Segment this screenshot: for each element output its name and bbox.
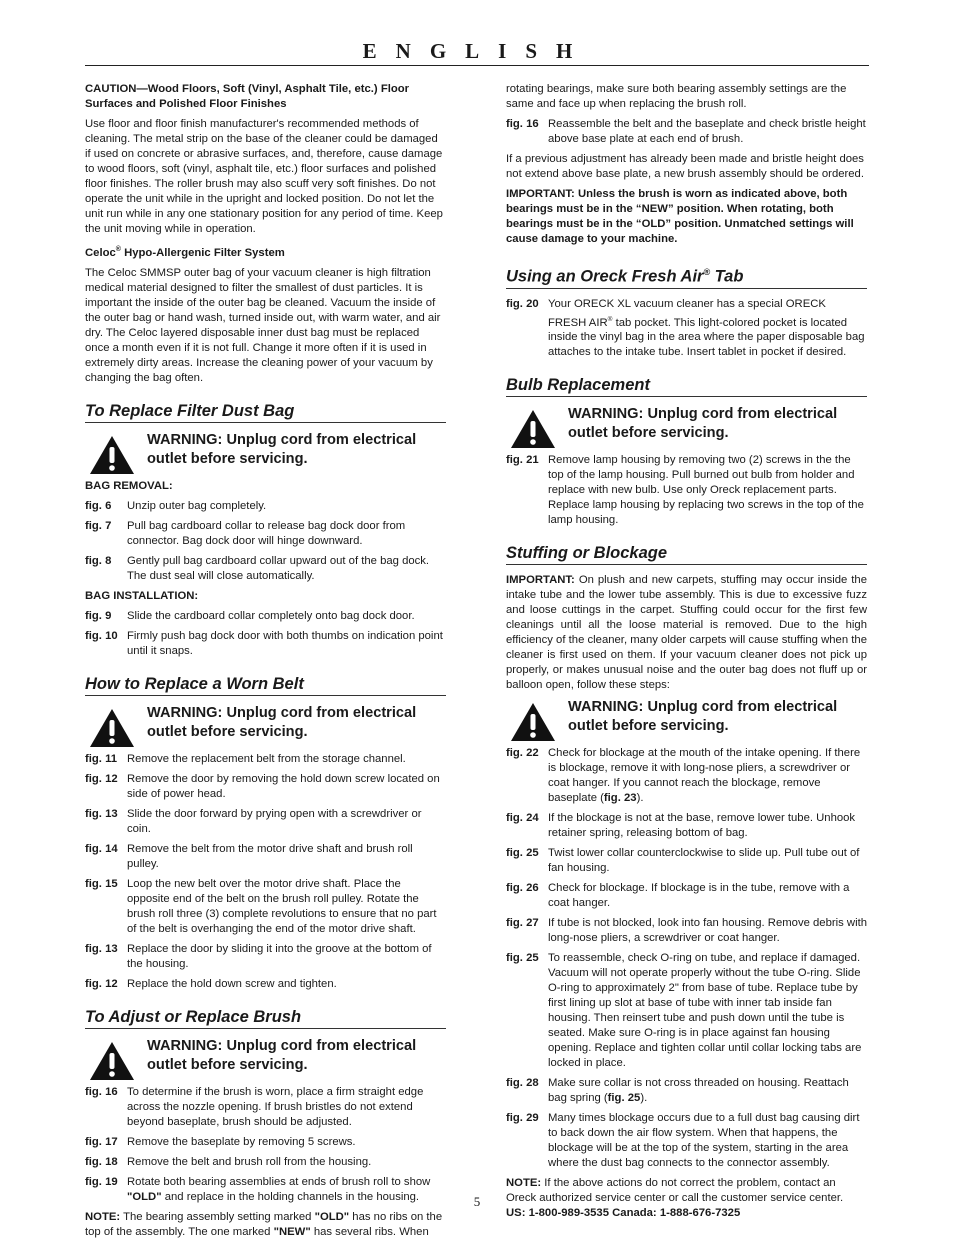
fig-label: fig. 27 xyxy=(506,917,539,930)
warning-icon xyxy=(89,435,135,475)
left-column xyxy=(85,82,446,1245)
fig-text: Loop the new belt over the motor drive shaft. Place the opposite end of the belt on the brush roll pulley. Rotate the brush roll three (3) complete revolutions to ensure that no part of the belt is overhanging the end of the motor drive shaft. xyxy=(127,877,437,935)
fig-text: If the blockage is not at the base, remove lower tube. Unhook retainer spring, releasing bottom of bag. xyxy=(548,812,856,840)
fig-text: Gently pull bag cardboard collar upward out of the bag dock. The dust seal will close automatically. xyxy=(127,554,430,582)
fig-label: fig. 15 xyxy=(85,877,118,890)
warning-icon xyxy=(510,702,556,742)
brush-note-continued: rotating bearings, make sure both bearing assembly settings are the same and face up when replacing the brush roll. xyxy=(506,83,847,110)
fig-label: fig. 13 xyxy=(85,807,118,820)
fig-text: Remove the belt and brush roll from the housing. xyxy=(127,1155,372,1168)
fig-step xyxy=(506,916,867,946)
fig-step xyxy=(85,877,446,937)
fig-text: To reassemble, check O-ring on tube, and replace if damaged. Vacuum will not operate properly without the tube O-ring. Slide O-ring to approximately 2" from base of tube. Replace tube by first lining up slot at base of tube with inner tab inside fan housing. Then reinsert tube and push down until the tube is seated. Make sure O-ring is in place against fan housing opening. Replace and tighten collar until collar locking tabs are locked in place. xyxy=(548,952,862,1070)
fig-label: fig. 26 xyxy=(506,882,539,895)
warning-text: WARNING: Unplug cord from electrical outlet before servicing. xyxy=(568,406,838,442)
fig-step xyxy=(85,1085,446,1130)
filter-bag-title: To Replace Filter Dust Bag xyxy=(85,401,446,423)
fig-label: fig. 24 xyxy=(506,812,539,825)
fig-step xyxy=(85,752,446,767)
bag-removal-steps xyxy=(85,499,446,584)
warning-icon xyxy=(89,708,135,748)
fig-label: fig. 18 xyxy=(85,1155,118,1168)
fig-text: Unzip outer bag completely. xyxy=(127,499,267,512)
brush-note: NOTE: The bearing assembly setting marked "OLD" has no ribs on the top of the assembly. The one marked "NEW" has several ribs. When xyxy=(85,1210,443,1238)
warning-icon xyxy=(89,1041,135,1081)
fig-label: fig. 9 xyxy=(85,609,112,622)
fig-step: fig. 28 Make sure collar is not cross threaded on housing. Reattach bag spring (fig. 25). xyxy=(506,1077,849,1105)
brush-title: To Adjust or Replace Brush xyxy=(85,1007,446,1029)
fig-text: If tube is not blocked, look into fan housing. Remove debris with long-nose pliers, a screwdriver or coat hanger. xyxy=(548,917,868,945)
fig-step xyxy=(506,951,867,1071)
bulb-title: Bulb Replacement xyxy=(506,375,867,397)
caution-body: Use floor and floor finish manufacturer's recommended methods of cleaning. The metal strip on the base of the cleaner could be damaged if used on concrete or abrasive surfaces, and, therefore, cause damage to wood floors, soft (vinyl, asphalt tile, etc.) floor surfaces and polished floor finishes. The roller brush may also scuff very soft finishes. Do not operate the unit while in the upright and locked position. Do not let the unit run while in any one stationary position for any period of time. Keep the unit moving while in operation. xyxy=(85,118,443,235)
bag-install-label: BAG INSTALLATION: xyxy=(85,589,199,602)
fig-step: fig. 29 Many times blockage occurs due to a full dust bag causing dirt to back down the air flow system. When that happens, the blockage will be at the top of the system, starting in the area where the dust bag connects to the connector assembly. xyxy=(506,1112,860,1170)
warning-text: WARNING: Unplug cord from electrical outlet before servicing. xyxy=(568,699,838,735)
fig-step xyxy=(85,942,446,972)
right-column xyxy=(506,82,867,1226)
fig-label: fig. 17 xyxy=(85,1135,118,1148)
stuffing-title: Stuffing or Blockage xyxy=(506,543,867,565)
fig-text: Remove the belt from the motor drive shaft and brush roll pulley. xyxy=(127,842,413,870)
celoc-body: The Celoc SMMSP outer bag of your vacuum cleaner is high filtration medical material designed to filter the smallest of dust particles. It is important the inside of the outer bag be cleaned. Vacuum the inside of the outer bag or hand wash, turned inside out, with warm water, and air dry. The Celoc layered disposable inner dust bag must be replaced once a month even if it is not full. Change it more often if it is used in extremely dirty areas. Increase the cleaning power of your vacuum by changing the bag often. xyxy=(85,266,441,384)
warning-text: WARNING: Unplug cord from electrical outlet before servicing. xyxy=(147,704,417,740)
fig-step xyxy=(85,772,446,802)
fig-label: fig. 7 xyxy=(85,519,112,532)
fresh-air-title: Using an Oreck Fresh Air® Tab xyxy=(506,262,867,289)
fig-text: Firmly push bag dock door with both thumbs on indication point until it snaps. xyxy=(127,629,443,657)
fig-text: Twist lower collar counterclockwise to slide up. Pull tube out of fan housing. xyxy=(548,847,860,875)
fig-step xyxy=(85,1135,446,1150)
fig-text: Remove the replacement belt from the storage channel. xyxy=(127,752,406,765)
fig-text: Replace the door by sliding it into the groove at the bottom of the housing. xyxy=(127,942,432,970)
bag-removal-label: BAG REMOVAL: xyxy=(85,479,173,492)
fig-label: fig. 6 xyxy=(85,499,112,512)
fig-step xyxy=(85,519,446,549)
belt-steps xyxy=(85,752,446,992)
warning-block xyxy=(506,698,867,742)
warning-block xyxy=(85,1037,446,1081)
fig-label: fig. 12 xyxy=(85,772,118,785)
warning-icon xyxy=(510,409,556,449)
fig-step xyxy=(85,807,446,837)
fig-step: fig. 19 Rotate both bearing assemblies at ends of brush roll to show "OLD" and replace in the holding channels in the housing. xyxy=(85,1175,431,1203)
warning-block xyxy=(85,431,446,475)
warning-block xyxy=(85,704,446,748)
warning-text: WARNING: Unplug cord from electrical outlet before servicing. xyxy=(147,1037,417,1073)
fig-text: Check for blockage. If blockage is in the tube, remove with a coat hanger. xyxy=(548,882,850,910)
fig-step: fig. 16 Reassemble the belt and the baseplate and check bristle height above base plate at each end of brush. xyxy=(506,118,866,145)
fig-label: fig. 25 xyxy=(506,952,539,965)
fig-step: fig. 20 Your ORECK XL vacuum cleaner has a special ORECK FRESH AIR® tab pocket. This light-colored pocket is located inside the vinyl bag in the area where the paper disposable bag attaches to the intake tube. Insert tablet in pocket if desired. xyxy=(506,297,865,359)
warning-block xyxy=(506,405,867,449)
celoc-title: Celoc® Hypo-Allergenic Filter System xyxy=(85,246,285,259)
fig-text: Slide the door forward by prying open with a screwdriver or coin. xyxy=(127,807,422,835)
warning-text: WARNING: Unplug cord from electrical outlet before servicing. xyxy=(147,431,417,467)
fig-step xyxy=(85,629,446,659)
fig-label: fig. 11 xyxy=(85,752,118,765)
fig-step xyxy=(85,609,446,624)
fig-step xyxy=(506,846,867,876)
stuffing-important: IMPORTANT: On plush and new carpets, stuffing may occur inside the intake tube and the lower tube assembly. This is due to excessive fuzz and loose cuttings in the carpet. Stuffing could occur for the first few cleanings until all the loose material is removed. Due to the high efficiency of the cleaner, many older carpets will cause stuffing when the cleaner is first used on them. If your vacuum cleaner does not pick up properly, or makes unusual noise and the outer bag does not fluff up or balloon open, follow these steps: xyxy=(506,574,867,692)
brush-adjust-note: If a previous adjustment has already been made and bristle height does not extend above base plate, a new brush assembly should be ordered. xyxy=(506,153,864,180)
fig-step xyxy=(85,1155,446,1170)
fig-label: fig. 10 xyxy=(85,629,118,642)
page-header: ENGLISH xyxy=(362,39,592,63)
fig-step xyxy=(85,842,446,872)
fig-label: fig. 25 xyxy=(506,847,539,860)
fig-label: fig. 12 xyxy=(85,977,118,990)
fig-label: fig. 8 xyxy=(85,554,112,567)
fig-step xyxy=(506,811,867,841)
fig-text: Slide the cardboard collar completely onto bag dock door. xyxy=(127,609,415,622)
header-rule xyxy=(85,65,869,66)
caution-title: CAUTION—Wood Floors, Soft (Vinyl, Asphalt Tile, etc.) Floor Surfaces and Polished Floor Finishes xyxy=(85,83,410,110)
fig-text: Remove the door by removing the hold down screw located on side of power head. xyxy=(127,772,440,800)
stuffing-steps xyxy=(506,811,867,1071)
fig-step xyxy=(506,881,867,911)
fig-step: fig. 21 Remove lamp housing by removing two (2) screws in the the top of the lamp housing. Pull burned out bulb from holder and replace with new bulb. Use only Oreck replacement parts. Replace lamp housing by replacing two screws in the top of the lamp housing. xyxy=(506,454,864,527)
page-number: 5 xyxy=(473,1194,481,1209)
fig-label: fig. 16 xyxy=(85,1085,118,1098)
belt-title: How to Replace a Worn Belt xyxy=(85,674,446,696)
fig-text: To determine if the brush is worn, place a firm straight edge across the nozzle opening. If brush bristles do not extend beyond baseplate, brush should be adjusted. xyxy=(127,1085,424,1128)
fig-label: fig. 14 xyxy=(85,842,118,855)
fig-text: Remove the baseplate by removing 5 screws. xyxy=(127,1135,356,1148)
brush-important: IMPORTANT: Unless the brush is worn as indicated above, both bearings must be in the “NEW” position. When rotating, both bearings must be in the “OLD” position. Unmatched settings will cause damage to your machine. xyxy=(506,188,854,245)
service-phones: US: 1-800-989-3535 Canada: 1-888-676-7325 xyxy=(506,1207,741,1220)
fig-text: Pull bag cardboard collar to release bag dock door from connector. Bag dock door will hinge downward. xyxy=(127,519,406,547)
fig-step xyxy=(85,499,446,514)
fig-label: fig. 13 xyxy=(85,942,118,955)
fig-text: Replace the hold down screw and tighten. xyxy=(127,977,337,990)
fig-step xyxy=(85,977,446,992)
fig-step xyxy=(85,554,446,584)
bag-install-steps xyxy=(85,609,446,659)
stuffing-note: NOTE: If the above actions do not correct the problem, contact an Oreck authorized service center or call the customer service center. xyxy=(506,1177,844,1205)
brush-steps xyxy=(85,1085,446,1170)
fig-step: fig. 22 Check for blockage at the mouth of the intake opening. If there is blockage, remove it with long-nose pliers, a screwdriver or coat hanger. If you cannot reach the blockage, remove baseplate (fig. 23). xyxy=(506,747,861,805)
